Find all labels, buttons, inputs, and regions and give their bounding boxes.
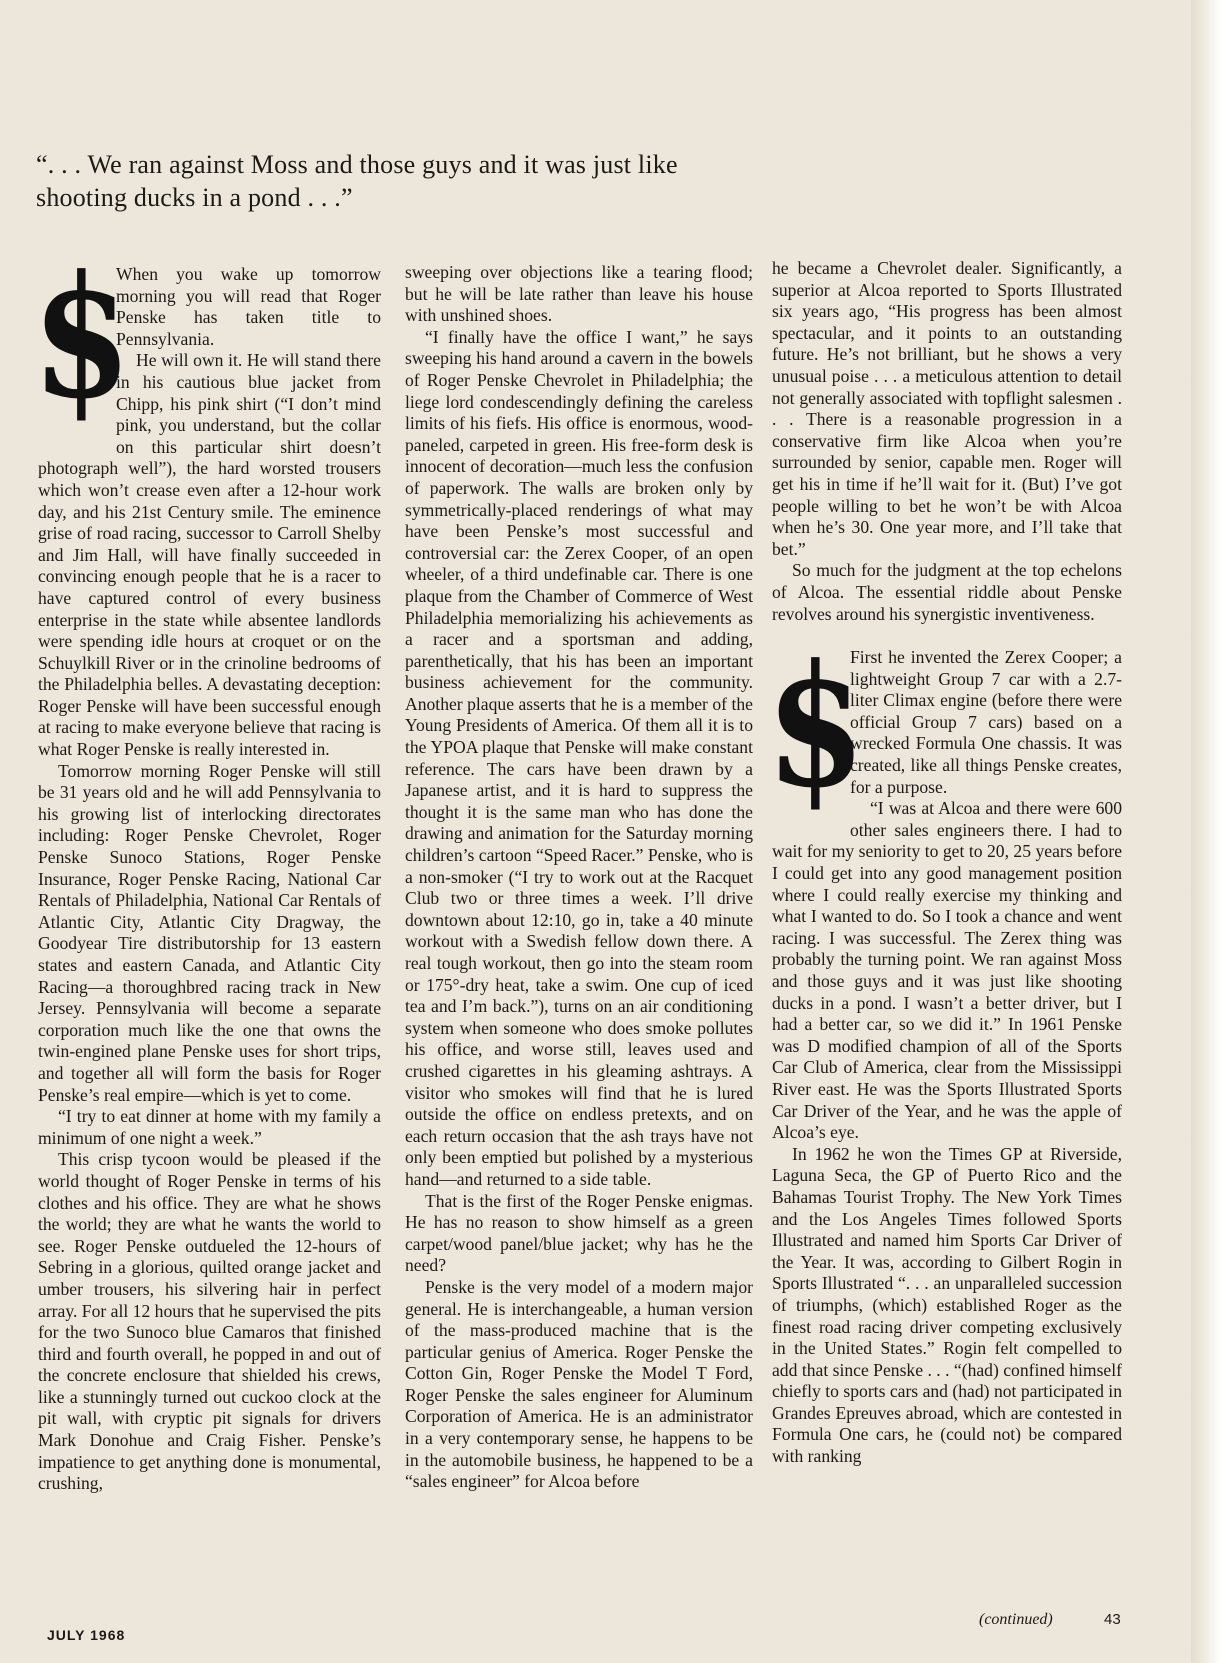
paragraph: “I was at Alcoa and there were 600 other sales engineers there. I had to wait for my seniority to get to 20, 25 years before I could get into any good management position where I could really exercise my thinking and what I wanted to do. So I took a chance and went racing. I was successful. The Zerex thing was probably the turning point. We ran against Moss and those guys and it was just like shooting ducks in a pond. I wasn’t a better driver, but I had a better car, so we did it.” In 1961 Penske was D modified champion of all of the Sports Car Club of America, clear from the Mississippi River east. He was the Sports Illustrated Sports Car Driver of the Year, and he was the apple of Alcoa’s eye. [772,798,1122,1143]
paragraph: “I finally have the office I want,” he says sweeping his hand around a cavern in the bowels of Roger Penske Chevrolet in Philadelphia; the liege lord condescendingly defining the careless limits of his fiefs. His office is enormous, wood-paneled, carpeted in green. His free-form desk is innocent of decoration—much less the confusion of paperwork. The walls are broken only by symmetrically-placed renderings of what may have been Penske’s most successful and controversial car: the Zerex Cooper, of an open wheeler, of a third undefinable car. There is one plaque from the Chamber of Commerce of West Philadelphia memorializing his achievements as a racer and a sportsman and adding, parenthetically, that his has been an important business achievement for the community. Another plaque asserts that he is a member of the Young Presidents of America. Of them all it is to the YPOA plaque that Penske will make constant reference. The cars have been drawn by a Japanese artist, and it is hard to suppress the thought it is the same man who has done the drawing and animation for the Saturday morning children’s cartoon “Speed Racer.” Penske, who is a non-smoker (“I try to work out at the Racquet Club two or three times a week. I’ll drive downtown about 12:10, go in, take a 40 minute workout with a Swedish fellow down there. A real tough workout, then go into the steam room or 175°-dry heat, take a swim. One cup of iced tea and I’m back.”), turns on an air conditioning system when someone who does smoke pollutes his office, and worse still, leaves used and crushed cigarettes in his gleaming ashtrays. A visitor who smokes will find that he is lured outside the office on endless pretexts, and on each return occasion that the ash trays have not only been emptied but polished by a mysterious hand—and returned to a side table. [405,326,753,1189]
issue-date: JULY 1968 [47,1627,126,1643]
page-edge [1191,0,1221,1663]
paragraph: he became a Chevrolet dealer. Significantly, a superior at Alcoa reported to Sports Illustrated six years ago, “His progress has been almost spectacular, and it points to an outstanding future. He’s not brilliant, but he shows a very unusual poise . . . a meticulous attention to detail not generally associated with topflight salesmen . . . There is a reasonable progression in a conservative firm like Alcoa when you’re surrounded by senior, capable men. Roger will get his in time if he’ll wait for it. (But) I’ve got people willing to bet he won’t be with Alcoa when he’s 30. One year more, and I’ll take that bet.” [772,258,1122,559]
paragraph: sweeping over objections like a tearing flood; but he will be late rather than leave his house with unshined shoes. [405,262,753,326]
paragraph: In 1962 he won the Times GP at Riverside, Laguna Seca, the GP of Puerto Rico and the Bahamas Tourist Trophy. The New York Times and the Los Angeles Times followed Sports Illustrated and named him Sports Car Driver of the Year. It was, according to Gilbert Rogin in Sports Illustrated “. . . an unparalleled succession of triumphs, (which) established Roger as the finest road racing driver competing exclusively in the United States.” Rogin felt compelled to add that since Penske . . . “(had) confined himself chiefly to sports cars and (had) not participated in Grandes Epreuves abroad, which are contested in Formula One cars, he (could not) be compared with ranking [772,1143,1122,1467]
dollar-drop-cap: $ [766,627,866,826]
article-column-2 [405,262,753,1493]
page-number: 43 [1104,1611,1121,1628]
paragraph: “I try to eat dinner at home with my family a minimum of one night a week.” [38,1106,381,1148]
continued-label: (continued) [979,1611,1053,1628]
paragraph: He will own it. He will stand there in his cautious blue jacket from Chipp, his pink shirt (“I don’t mind pink, you understand, but the collar on this particular shirt doesn’t photograph well”), the hard worsted trousers which won’t crease even after a 12-hour work day, and his 21st Century smile. The eminence grise of road racing, successor to Carroll Shelby and Jim Hall, will have finally succeeded in convincing enough people that he is a racer to have captured control of every business enterprise in the state while absentee landlords were spending idle hours at croquet or on the Schuylkill River or in the crinoline bedrooms of the Philadelphia belles. A devastating deception: Roger Penske will have been successful enough at racing to make everyone believe that racing is what Roger Penske is really interested in. [38,350,381,760]
paragraph: This crisp tycoon would be pleased if the world thought of Roger Penske in terms of his clothes and his office. They are what he shows the world; they are what he wants the world to see. Roger Penske outdueled the 12-hours of Sebring in a glorious, quilted orange jacket and umber trousers, his silvering hair in perfect array. For all 12 hours that he supervised the pits for the two Sunoco blue Camaros that finished third and fourth overall, he popped in and out of the concrete enclosure that shielded his crews, like a stunningly turned out cuckoo clock at the pit wall, with cryptic pit signals for drivers Mark Donohue and Craig Fisher. Penske’s impatience to get anything done is monumental, crushing, [38,1149,381,1494]
paragraph: So much for the judgment at the top echelons of Alcoa. The essential riddle about Penske revolves around his synergistic inventiveness. [772,560,1122,624]
article-column-1 [32,238,381,1495]
paragraph: Tomorrow morning Roger Penske will still be 31 years old and he will add Pennsylvania to his growing list of interlocking directorates including: Roger Penske Chevrolet, Roger Penske Sunoco Stations, Roger Penske Insurance, Roger Penske Racing, National Car Rentals of Philadelphia, National Car Rentals of Atlantic City, Atlantic City Dragway, the Goodyear Tire distributorship for 13 eastern states and eastern Canada, and Atlantic City Racing—a thoroughbred racing track in New Jersey. Pennsylvania will become a separate corporation much like the one that owns the twin-engined plane Penske uses for short trips, and together all will form the basis for Roger Penske’s real empire—which is yet to come. [38,760,381,1105]
paragraph: First he invented the Zerex Cooper; a lightweight Group 7 car with a 2.7-liter Climax engine (before there were official Group 7 cars) based on a wrecked Formula One chassis. It was created, like all things Penske creates, for a purpose. [850,647,1122,797]
pull-quote-headline: “. . . We ran against Moss and those guys and it was just like shooting ducks in a pond . . .” [36,150,678,212]
dollar-drop-cap: $ [32,238,132,436]
paragraph: That is the first of the Roger Penske enigmas. He has no reason to show himself as a green carpet/wood panel/blue jacket; why has he the need? [405,1190,753,1276]
article-column-3 [766,258,1122,1468]
paragraph: Penske is the very model of a modern major general. He is interchangeable, a human version of the mass-produced machine that is the particular genius of America. Roger Penske the Cotton Gin, Roger Penske the Model T Ford, Roger Penske the sales engineer for Aluminum Corporation of America. He is an administrator in a very contemporary sense, he happens to be in the automobile business, he happened to be a “sales engineer” for Alcoa before [405,1276,753,1492]
paragraph: When you wake up tomorrow morning you will read that Roger Penske has taken title to Pennsylvania. [116,264,381,349]
